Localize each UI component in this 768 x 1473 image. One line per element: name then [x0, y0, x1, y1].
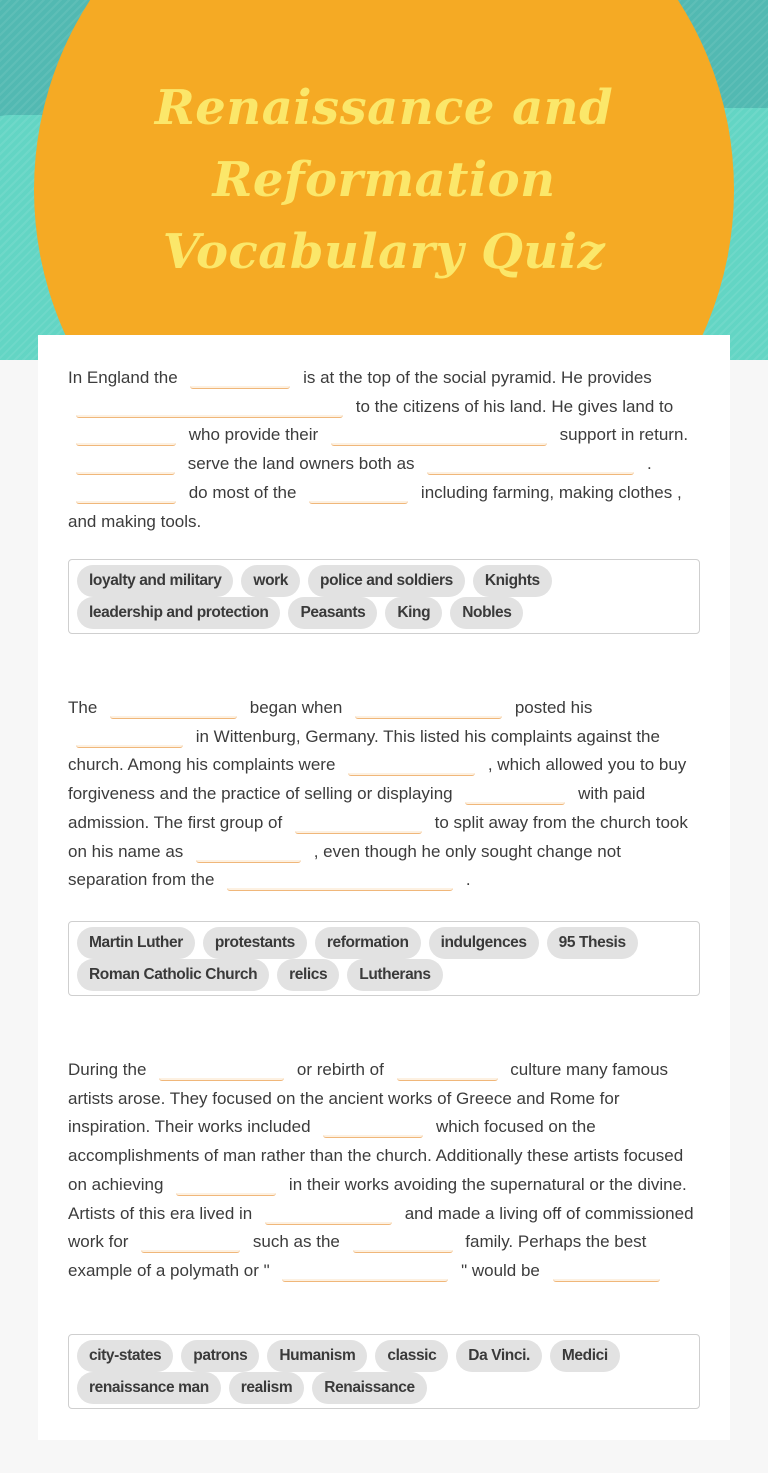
- word-chip[interactable]: classic: [375, 1340, 448, 1372]
- question-text: The: [68, 698, 103, 717]
- answer-drop-zone[interactable]: [295, 812, 422, 834]
- answer-drop-zone[interactable]: [397, 1059, 498, 1081]
- word-chip[interactable]: police and soldiers: [308, 565, 465, 597]
- word-bank-1: [68, 559, 700, 634]
- answer-drop-zone[interactable]: [265, 1203, 392, 1225]
- answer-drop-zone[interactable]: [323, 1116, 423, 1138]
- answer-drop-zone[interactable]: [348, 754, 475, 776]
- question-paragraph-2: [68, 694, 703, 895]
- word-chip[interactable]: Lutherans: [347, 959, 442, 991]
- word-chip[interactable]: Da Vinci.: [456, 1340, 542, 1372]
- title-line-2: Reformation: [212, 152, 556, 208]
- question-text: with paid admission. The first group of: [68, 784, 646, 832]
- question-text: and made a living off of commissioned work for: [68, 1203, 694, 1252]
- answer-drop-zone[interactable]: [309, 482, 408, 504]
- word-chip[interactable]: Renaissance: [312, 1372, 426, 1404]
- word-chip[interactable]: Peasants: [288, 597, 377, 629]
- question-text: such as the: [248, 1232, 345, 1252]
- question-text: serve the land owners both as: [183, 454, 420, 474]
- answer-drop-zone[interactable]: [355, 697, 502, 719]
- question-text: .: [642, 454, 652, 474]
- worksheet-card: [38, 335, 730, 1440]
- answer-drop-zone[interactable]: [227, 869, 453, 891]
- word-chip[interactable]: renaissance man: [77, 1372, 221, 1404]
- question-text: to the citizens of his land. He gives land to: [351, 396, 674, 416]
- word-chip[interactable]: loyalty and military: [77, 565, 233, 597]
- answer-drop-zone[interactable]: [76, 396, 343, 418]
- word-chip[interactable]: Medici: [550, 1340, 620, 1372]
- answer-drop-zone[interactable]: [110, 697, 237, 719]
- word-chip[interactable]: indulgences: [429, 927, 539, 959]
- question-text: support in return.: [554, 425, 689, 445]
- word-chip[interactable]: city-states: [77, 1340, 173, 1372]
- answer-drop-zone[interactable]: [282, 1260, 448, 1282]
- title-line-1: Renaissance and: [154, 80, 614, 136]
- question-text: During the: [68, 1060, 152, 1079]
- answer-drop-zone[interactable]: [76, 726, 183, 748]
- word-chip[interactable]: Roman Catholic Church: [77, 959, 269, 991]
- title-line-3: Vocabulary Quiz: [162, 224, 606, 280]
- answer-drop-zone[interactable]: [176, 1174, 276, 1196]
- answer-drop-zone[interactable]: [190, 367, 290, 389]
- answer-drop-zone[interactable]: [331, 424, 547, 446]
- question-text: in Wittenburg, Germany. This listed his complaints against the church. Among his complaints were: [68, 726, 660, 775]
- question-text: or rebirth of: [292, 1060, 389, 1079]
- answer-drop-zone[interactable]: [76, 453, 175, 475]
- word-bank-2: [68, 921, 700, 996]
- question-text: which focused on the accomplishments of man rather than the church. Additionally these artists focused on achieving: [68, 1117, 684, 1194]
- question-text: in their works avoiding the supernatural or the divine. Artists of this era lived in: [68, 1174, 687, 1223]
- word-chip[interactable]: Humanism: [267, 1340, 367, 1372]
- question-text: , even though he only sought change not separation from the: [68, 841, 621, 890]
- question-text: .: [461, 870, 471, 890]
- word-chip[interactable]: Knights: [473, 565, 552, 597]
- answer-drop-zone[interactable]: [76, 482, 176, 504]
- answer-drop-zone[interactable]: [196, 841, 301, 863]
- answer-drop-zone[interactable]: [159, 1059, 284, 1081]
- question-text: who provide their: [184, 425, 323, 445]
- question-text: to split away from the church took on his name as: [68, 812, 688, 861]
- question-paragraph-3: [68, 1056, 703, 1286]
- question-text: culture many famous artists arose. They focused on the ancient works of Greece and Rome for inspiration. Their works included: [68, 1060, 669, 1137]
- answer-drop-zone[interactable]: [553, 1260, 660, 1282]
- answer-drop-zone[interactable]: [427, 453, 634, 475]
- word-chip[interactable]: protestants: [203, 927, 307, 959]
- word-chip[interactable]: realism: [229, 1372, 305, 1404]
- page-title: [84, 72, 684, 288]
- word-chip[interactable]: leadership and protection: [77, 597, 280, 629]
- word-chip[interactable]: patrons: [181, 1340, 259, 1372]
- question-text: posted his: [510, 698, 593, 717]
- question-text: including farming, making clothes , and making tools.: [68, 482, 682, 531]
- word-chip[interactable]: Nobles: [450, 597, 523, 629]
- word-bank-3: [68, 1334, 700, 1409]
- question-text: family. Perhaps the best example of a polymath or ": [68, 1232, 647, 1280]
- answer-drop-zone[interactable]: [465, 783, 565, 805]
- question-text: " would be: [456, 1260, 545, 1280]
- word-chip[interactable]: relics: [277, 959, 339, 991]
- question-paragraph-1: [68, 364, 703, 536]
- question-text: is at the top of the social pyramid. He provides: [298, 368, 652, 387]
- question-text: began when: [245, 698, 348, 717]
- word-chip[interactable]: 95 Thesis: [547, 927, 638, 959]
- answer-drop-zone[interactable]: [353, 1231, 453, 1253]
- word-chip[interactable]: work: [241, 565, 300, 597]
- answer-drop-zone[interactable]: [141, 1231, 240, 1253]
- word-chip[interactable]: Martin Luther: [77, 927, 195, 959]
- question-text: , which allowed you to buy forgiveness and the practice of selling or displaying: [68, 755, 687, 804]
- question-text: In England the: [68, 368, 183, 387]
- answer-drop-zone[interactable]: [76, 424, 176, 446]
- question-text: do most of the: [184, 482, 302, 502]
- word-chip[interactable]: reformation: [315, 927, 421, 959]
- header-banner: [0, 0, 768, 360]
- word-chip[interactable]: King: [385, 597, 442, 629]
